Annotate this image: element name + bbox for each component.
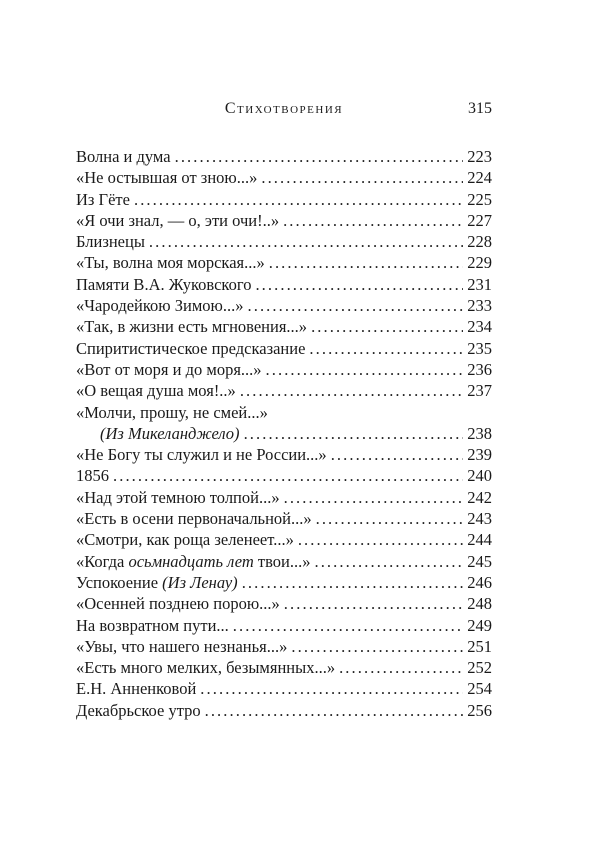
toc-entry-title: «О вещая душа моя!..» [76, 381, 236, 401]
dot-leader [339, 657, 463, 678]
dot-leader [200, 678, 463, 699]
toc-entry-page: 224 [467, 168, 492, 188]
toc-entry-title: 1856 [76, 466, 109, 486]
toc-entry [76, 231, 492, 252]
toc-entry-page: 238 [467, 423, 492, 443]
toc-entry-title [76, 423, 240, 444]
toc-entry-title [76, 551, 310, 572]
toc-entry-title: «Не Богу ты служил и не России...» [76, 445, 327, 465]
toc-entry [76, 359, 492, 380]
toc-entry [76, 146, 492, 167]
toc-entry [76, 636, 492, 657]
running-head [76, 100, 492, 120]
toc-entry-page: 237 [467, 381, 492, 401]
toc-entry-title: Декабрьское утро [76, 700, 201, 720]
dot-leader [284, 593, 463, 614]
toc-entry-title: Е.Н. Анненковой [76, 679, 197, 699]
page-number: 315 [468, 100, 492, 117]
toc-entry-title: Из Гёте [76, 189, 130, 209]
toc-entry-title: Спиритистическое предсказание [76, 338, 306, 358]
toc-entry-title: На возвратном пути... [76, 615, 229, 635]
toc-entry-title-italic: осьмнадцать лет [128, 551, 254, 571]
dot-leader [255, 274, 463, 295]
toc-entry-title: «Так, в жизни есть мгновения...» [76, 317, 308, 337]
toc-entry-page: 242 [467, 487, 492, 507]
dot-leader [233, 615, 463, 636]
toc-entry-title: «Я очи знал, — о, эти очи!..» [76, 210, 280, 230]
toc-entry-page: 248 [467, 594, 492, 614]
toc-entry [76, 593, 492, 614]
dot-leader [314, 551, 463, 572]
toc-entry [76, 274, 492, 295]
toc-entry [76, 678, 492, 699]
toc-entry-page: 246 [467, 572, 492, 592]
toc-entry [76, 615, 492, 636]
toc-entry [76, 465, 492, 486]
toc-entry-page: 231 [467, 274, 492, 294]
toc-entry-title: «Ты, волна моя морская...» [76, 253, 265, 273]
dot-leader [240, 380, 463, 401]
dot-leader [113, 465, 463, 486]
dot-leader [311, 316, 463, 337]
section-title: Стихотворения [224, 100, 344, 117]
toc-entry-page: 236 [467, 359, 492, 379]
toc-entry [76, 167, 492, 188]
toc-entry [76, 316, 492, 337]
toc-entry-page: 223 [467, 147, 492, 166]
table-of-contents [76, 146, 492, 721]
toc-entry [76, 252, 492, 273]
dot-leader [175, 146, 464, 167]
toc-entry-title: «Осенней позднею порою...» [76, 594, 280, 614]
toc-entry-page: 239 [467, 445, 492, 465]
toc-entry-continuation [76, 423, 492, 444]
toc-entry-page: 249 [467, 615, 492, 635]
dot-leader [261, 167, 463, 188]
toc-entry [76, 338, 492, 359]
toc-entry [76, 189, 492, 210]
toc-entry-title [76, 572, 238, 593]
toc-entry-page: 229 [467, 253, 492, 273]
toc-entry-title: «Над этой темною толпой...» [76, 487, 280, 507]
toc-entry-page: 252 [467, 658, 492, 678]
dot-leader [298, 529, 463, 550]
toc-entry-title-prefix: Успокоение [76, 572, 163, 592]
toc-entry-title: «Увы, что нашего незнанья...» [76, 636, 288, 656]
toc-entry-page: 233 [467, 296, 492, 316]
toc-entry-title-italic: (Из Микеланджело) [100, 423, 240, 443]
toc-entry-title-prefix: «Когда [76, 551, 129, 571]
dot-leader [149, 231, 463, 252]
toc-entry-page: 243 [467, 509, 492, 529]
toc-entry-page: 254 [467, 679, 492, 699]
toc-entry [76, 487, 492, 508]
toc-entry-title: Близнецы [76, 232, 145, 252]
toc-entry-title: Волна и дума [76, 147, 171, 166]
dot-leader [316, 508, 464, 529]
toc-entry [76, 529, 492, 550]
toc-entry-title: «Вот от моря и до моря...» [76, 359, 262, 379]
toc-entry-page: 240 [467, 466, 492, 486]
toc-entry-title: «Есть много мелких, безымянных...» [76, 658, 336, 678]
dot-leader [309, 338, 463, 359]
toc-entry-title: Памяти В.А. Жуковского [76, 274, 252, 294]
toc-entry [76, 402, 492, 423]
toc-entry [76, 380, 492, 401]
toc-entry-page: 227 [467, 210, 492, 230]
dot-leader [269, 252, 464, 273]
toc-entry-title: «Смотри, как роща зеленеет...» [76, 530, 294, 550]
toc-entry-page: 234 [467, 317, 492, 337]
dot-leader [248, 295, 464, 316]
dot-leader [266, 359, 464, 380]
toc-entry-page: 225 [467, 189, 492, 209]
toc-entry-page: 245 [467, 551, 492, 571]
toc-entry [76, 210, 492, 231]
toc-entry-title-italic: (Из Ленау) [162, 572, 238, 592]
toc-entry [76, 657, 492, 678]
toc-entry [76, 444, 492, 465]
toc-entry [76, 572, 492, 593]
toc-entry [76, 700, 492, 721]
toc-entry [76, 551, 492, 572]
dot-leader [205, 700, 464, 721]
toc-entry-title: «Есть в осени первоначальной...» [76, 509, 312, 529]
toc-entry-page: 244 [467, 530, 492, 550]
toc-entry-page: 235 [467, 338, 492, 358]
toc-entry [76, 508, 492, 529]
toc-entry-title: «Не остывшая от зною...» [76, 168, 258, 188]
dot-leader [284, 487, 464, 508]
dot-leader [134, 189, 463, 210]
dot-leader [244, 423, 464, 444]
toc-entry-title: «Чародейкою Зимою...» [76, 296, 244, 316]
toc-entry-title: «Молчи, прошу, не смей...» [76, 402, 268, 422]
toc-entry [76, 295, 492, 316]
toc-entry-page: 256 [467, 700, 492, 720]
dot-leader [291, 636, 463, 657]
dot-leader [283, 210, 463, 231]
dot-leader [331, 444, 464, 465]
dot-leader [242, 572, 464, 593]
toc-entry-page: 228 [467, 232, 492, 252]
toc-entry-title-suffix: твои...» [253, 551, 311, 571]
toc-entry-page: 251 [467, 636, 492, 656]
